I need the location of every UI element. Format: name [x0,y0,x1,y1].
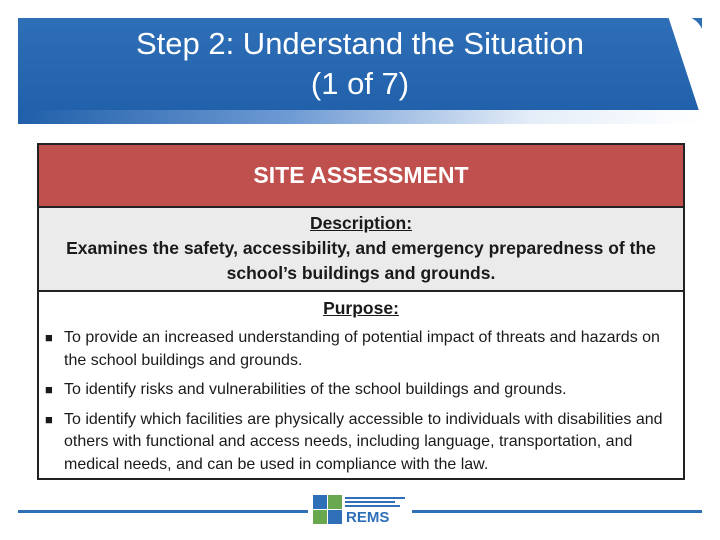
slide-title-line1: Step 2: Understand the Situation [135,26,585,61]
table-header-label: SITE ASSESSMENT [253,162,469,188]
site-assessment-table [37,143,685,480]
purpose-row [39,292,683,478]
list-item [39,409,677,477]
purpose-item-text: To identify which facilities are physically accessible to individuals with disabilities and others with functional and access needs, including language, transportation, and medical needs, and can be used in compliance with the law. [64,410,663,473]
title-gradient-strip [18,110,702,124]
table-header [39,145,683,208]
slide-title [18,18,702,110]
bullet-icon: ■ [45,382,53,397]
list-item [39,327,677,372]
description-text: Examines the safety, accessibility, and emergency preparedness of the school’s buildings and grounds. [66,238,656,283]
logo-text: REMS [346,509,390,526]
purpose-heading: Purpose: [323,298,399,318]
footer-divider-right [412,510,702,513]
bullet-icon: ■ [45,411,53,427]
bullet-icon: ■ [45,330,53,345]
purpose-item-text: To provide an increased understanding of potential impact of threats and hazards on the school buildings and grounds. [64,329,660,369]
list-item [39,379,677,402]
description-row [39,208,683,292]
rems-logo [313,493,407,527]
footer-divider-left [18,510,308,513]
purpose-item-text: To identify risks and vulnerabilities of the school buildings and grounds. [64,381,567,398]
slide-title-line2: (1 of 7) [310,66,410,101]
purpose-list [39,327,683,476]
description-heading: Description: [309,213,413,233]
